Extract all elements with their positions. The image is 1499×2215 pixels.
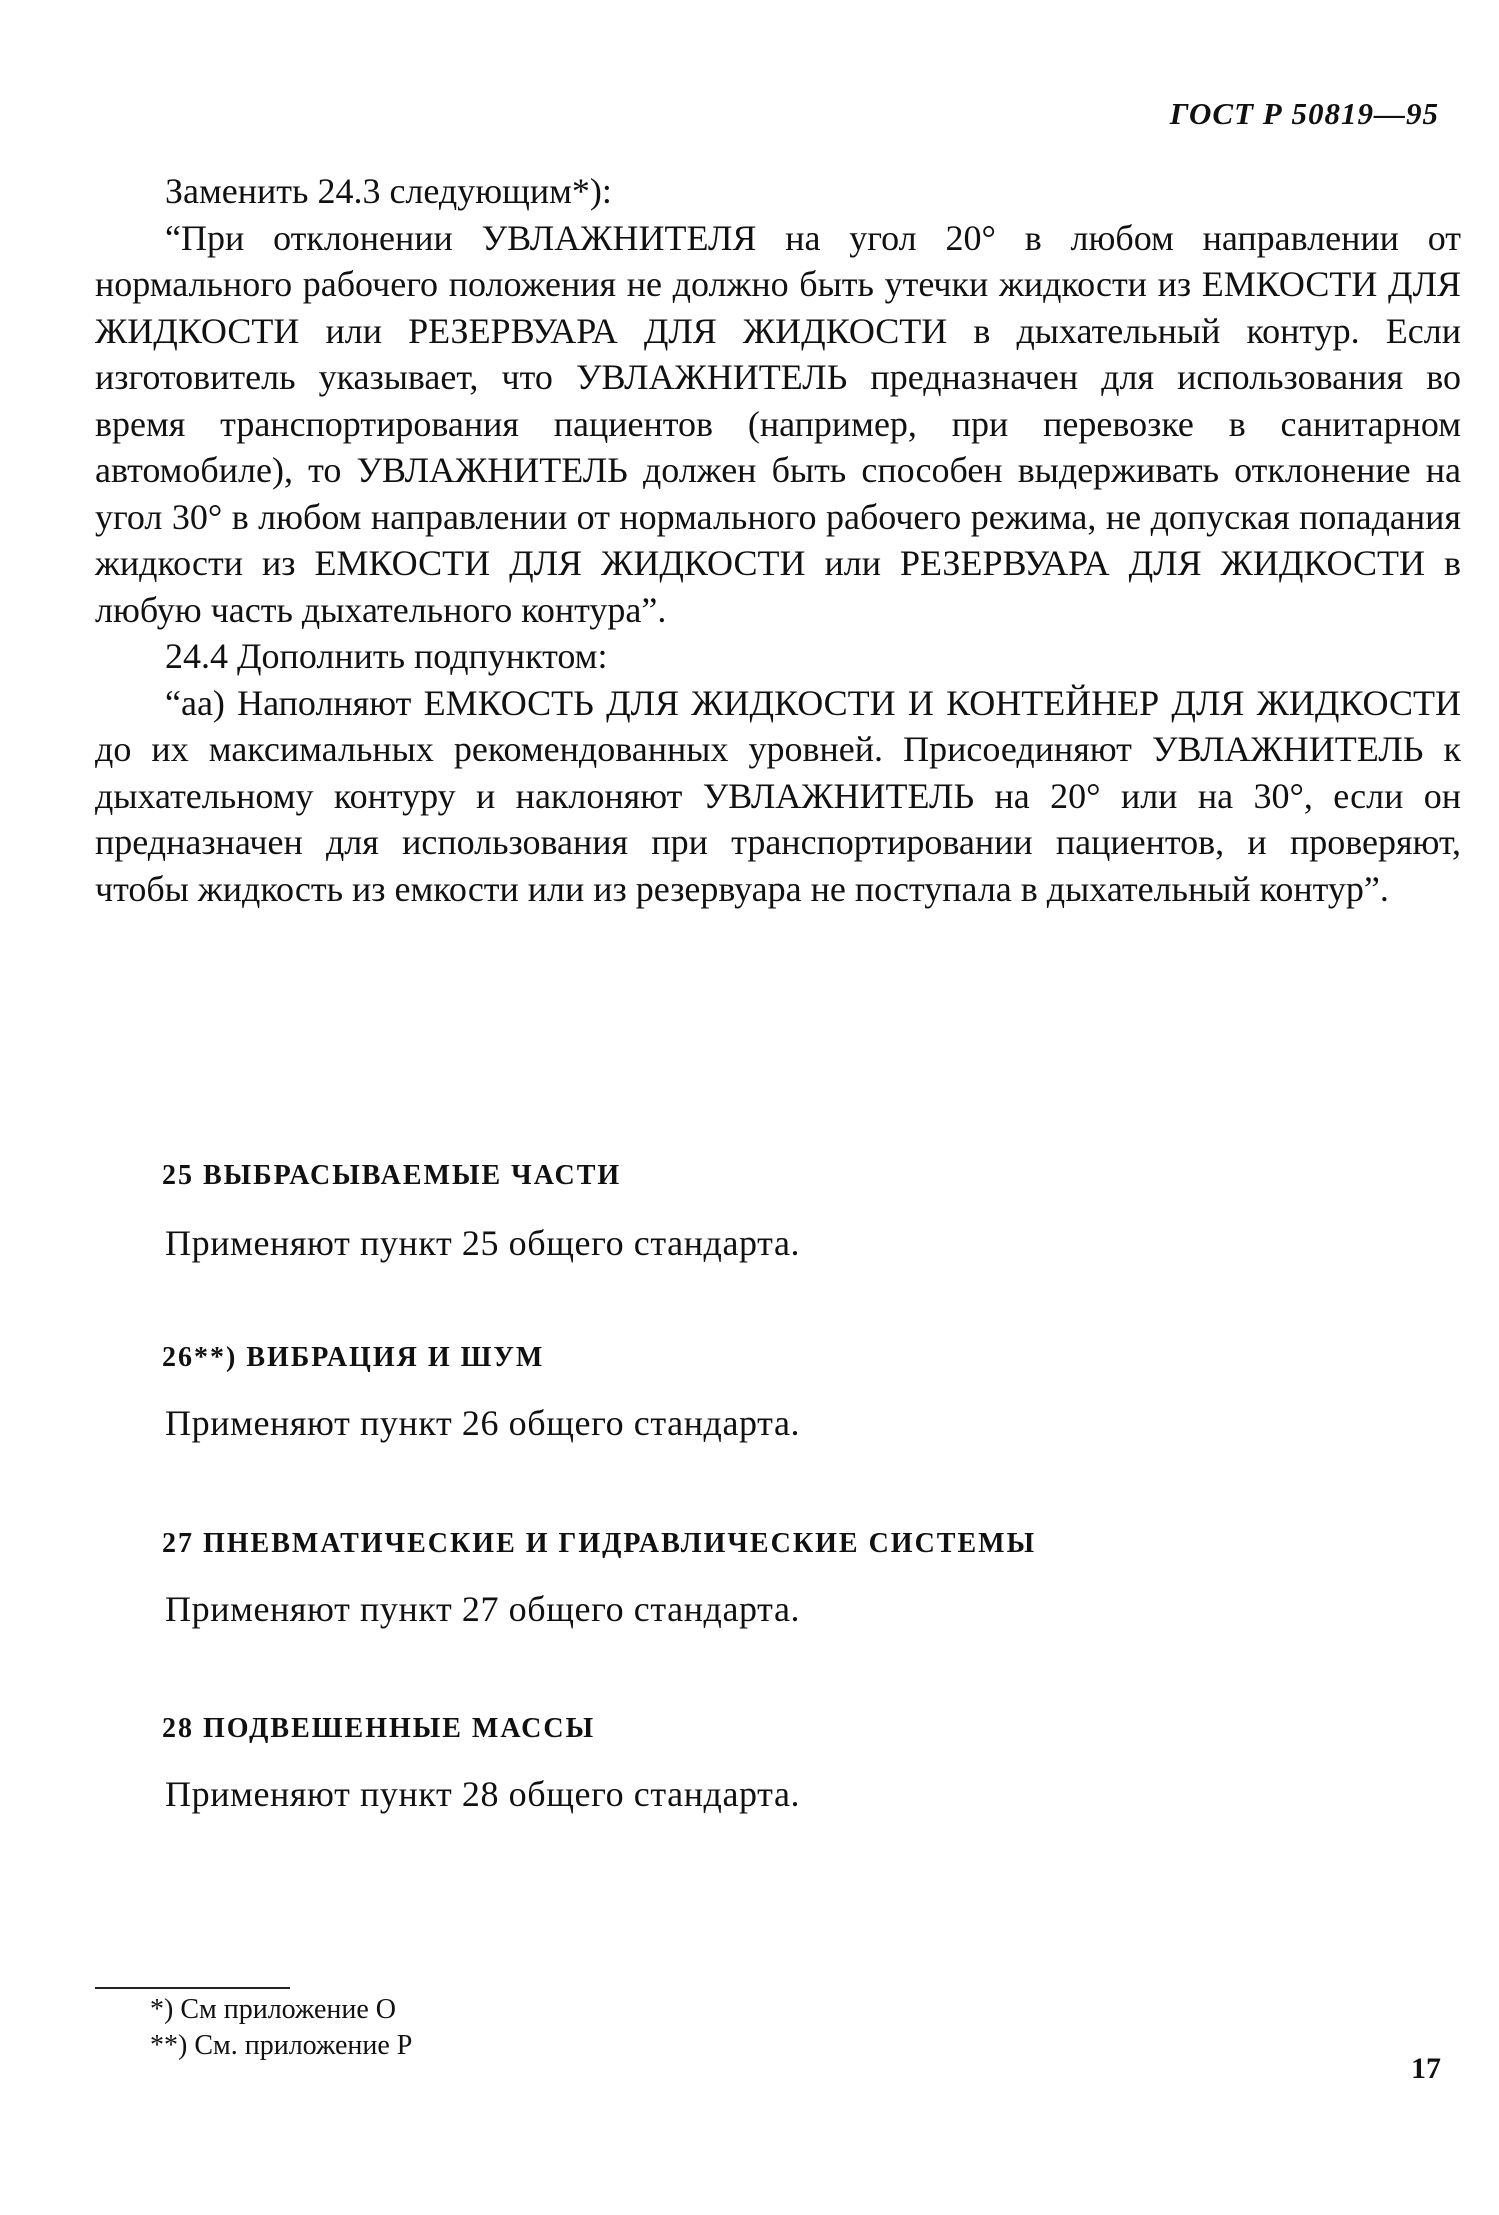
section-text-27: Применяют пункт 27 общего стандарта.: [165, 1589, 801, 1629]
footnote-2: **) См. приложение Р: [150, 2030, 413, 2061]
section-text-28: Применяют пункт 28 общего стандарта.: [165, 1774, 801, 1814]
section-heading-28: 28 ПОДВЕШЕННЫЕ МАССЫ: [162, 1713, 596, 1744]
standard-header: ГОСТ Р 50819—95: [1169, 96, 1439, 131]
paragraph-quote-24-4: “аа) Наполняют ЕМКОСТЬ ДЛЯ ЖИДКОСТИ И КОНТЕЙНЕР ДЛЯ ЖИДКОСТИ до их максимальных рекомендованных уровней. Присоединяют УВЛАЖНИТЕЛЬ к дыхательному контуру и наклоняют УВЛАЖНИТЕЛЬ на 20° или на 30°, если он предназначен для использования при транспортировании пациентов, и проверяют, чтобы жидкость из емкости или из резервуара не поступала в дыхательный контур”.: [95, 682, 1461, 909]
paragraph-replace-24-3: Заменить 24.3 следующим*):: [165, 171, 612, 211]
section-heading-26: 26**) ВИБРАЦИЯ И ШУМ: [162, 1342, 545, 1373]
section-text-25: Применяют пункт 25 общего стандарта.: [165, 1223, 801, 1263]
footnote-1: *) См приложение О: [150, 1994, 396, 2025]
section-heading-25: 25 ВЫБРАСЫВАЕМЫЕ ЧАСТИ: [162, 1160, 622, 1191]
paragraph-quote-24-3: “При отклонении УВЛАЖНИТЕЛЯ на угол 20° в любом направлении от нормального рабочего положения не должно быть утечки жидкости из ЕМКОСТИ ДЛЯ ЖИДКОСТИ или РЕЗЕРВУАРА ДЛЯ ЖИДКОСТИ в дыхательный контур. Если изготовитель указывает, что УВЛАЖНИТЕЛЬ предназначен для использования во время транспортирования пациентов (например, при перевозке в санитарном автомобиле), то УВЛАЖНИТЕЛЬ должен быть способен выдерживать отклонение на угол 30° в любом направлении от нормального рабочего режима, не допуская попадания жидкости из ЕМКОСТИ ДЛЯ ЖИДКОСТИ или РЕЗЕРВУАРА ДЛЯ ЖИДКОСТИ в любую часть дыхательного контура”.: [95, 217, 1461, 630]
paragraph-add-24-4: 24.4 Дополнить подпунктом:: [165, 636, 608, 676]
intro-text: [95, 168, 1461, 912]
section-text-26: Применяют пункт 26 общего стандарта.: [165, 1403, 801, 1443]
footnote-divider: [95, 1987, 290, 1989]
section-heading-27: 27 ПНЕВМАТИЧЕСКИЕ И ГИДРАВЛИЧЕСКИЕ СИСТЕМЫ: [162, 1528, 1037, 1559]
page-number: 17: [1411, 2052, 1441, 2085]
